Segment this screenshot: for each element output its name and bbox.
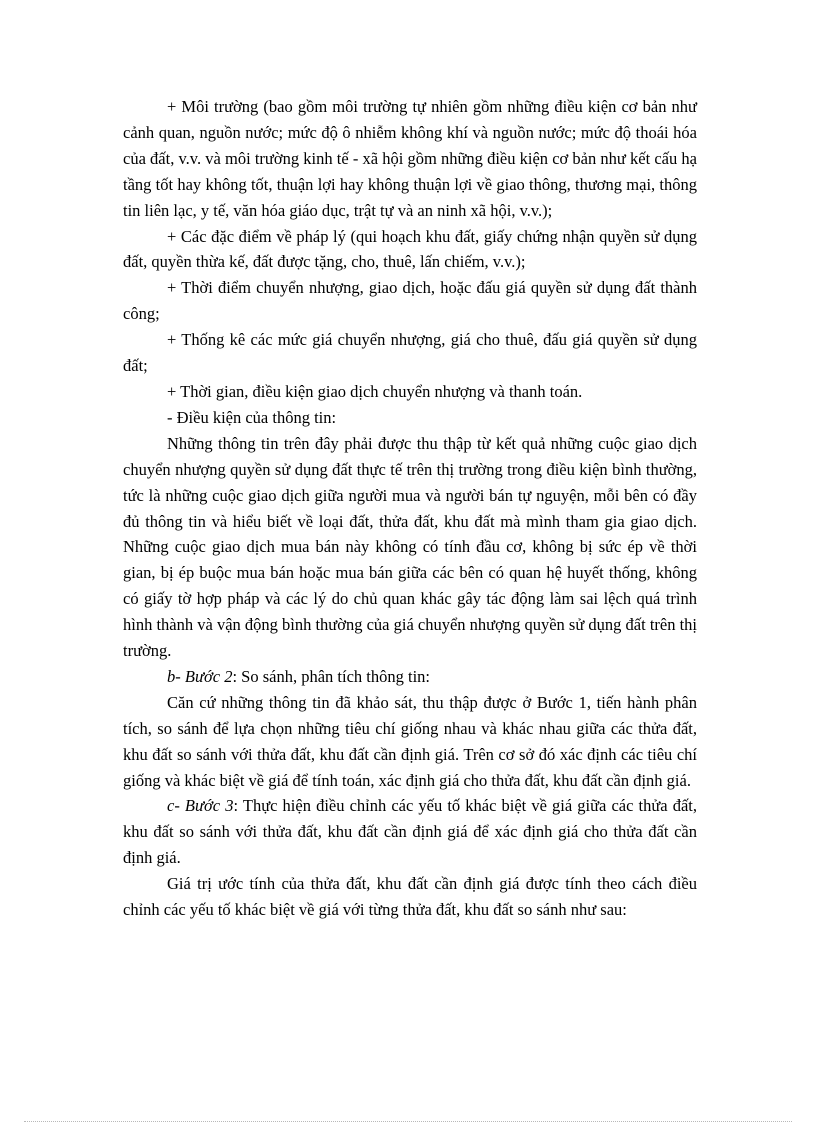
paragraph-information-conditions: Những thông tin trên đây phải được thu thập từ kết quả những cuộc giao dịch chuyển nhượng quyền sử dụng đất thực tế trên thị trường trong điều kiện bình thường, tức là những cuộc giao dịch giữa người mua và người bán tự nguyện, mỗi bên có đầy đủ thông tin và hiểu biết về loại đất, thửa đất, khu đất mà mình tham gia giao dịch. Những cuộc giao dịch mua bán này không có tính đầu cơ, không bị sức ép về thời gian, bị ép buộc mua bán hoặc mua bán giữa các bên có quan hệ huyết thống, không có giấy tờ hợp pháp và các lý do chủ quan khác gây tác động làm sai lệch quá trình hình thành và vận động bình thường của giá chuyển nhượng quyền sử dụng đất trên thị trường. <box>123 433 698 661</box>
paragraph-payment-conditions: + Thời gian, điều kiện giao dịch chuyển nhượng và thanh toán. <box>167 381 583 401</box>
step-3-text: : Thực hiện điều chỉnh các yếu tố khác biệt về giá giữa các thửa đất, khu đất so sánh với thửa đất, khu đất cần định giá để xác định giá cho thửa đất cần định giá. <box>123 796 698 868</box>
step-2-title: : So sánh, phân tích thông tin: <box>232 666 430 686</box>
paragraph-information-conditions-heading: - Điều kiện của thông tin: <box>167 407 337 427</box>
page-bottom-dotted-rule <box>24 1121 792 1122</box>
step-2-body: Căn cứ những thông tin đã khảo sát, thu thập được ở Bước 1, tiến hành phân tích, so sánh để lựa chọn những tiêu chí giống nhau và khác nhau giữa các thửa đất, khu đất so sánh với thửa đất, khu đất cần định giá. Trên cơ sở đó xác định các tiêu chí giống và khác biệt về giá để tính toán, xác định giá cho thửa đất, khu đất cần định giá. <box>123 692 697 790</box>
paragraph-legal-features: + Các đặc điểm về pháp lý (qui hoạch khu đất, giấy chứng nhận quyền sử dụng đất, quyền thừa kế, đất được tặng, cho, thuê, lấn chiếm, v.v.); <box>123 226 697 272</box>
paragraph-price-statistics: + Thống kê các mức giá chuyển nhượng, giá cho thuê, đấu giá quyền sử dụng đất; <box>123 330 697 376</box>
step-3-paragraph <box>123 793 697 871</box>
paragraph-environment: + Môi trường (bao gồm môi trường tự nhiên gồm những điều kiện cơ bản như cảnh quan, nguồn nước; mức độ ô nhiễm không khí và nguồn nước; mức độ thoái hóa của đất, v.v. và môi trường kinh tế - xã hội gồm những điều kiện cơ bản như kết cấu hạ tầng tốt hay không tốt, thuận lợi hay không thuận lợi về giao thông, thương mại, thông tin liên lạc, y tế, văn hóa giáo dục, trật tự và an ninh xã hội, v.v.); <box>123 97 697 220</box>
step-2-heading <box>123 664 697 690</box>
paragraph-transaction-time: + Thời điểm chuyển nhượng, giao dịch, hoặc đấu giá quyền sử dụng đất thành công; <box>123 278 697 324</box>
step-3-label: c- Bước 3 <box>167 796 234 816</box>
document-body <box>123 94 697 923</box>
paragraph-closing: Giá trị ước tính của thửa đất, khu đất cần định giá được tính theo cách điều chỉnh các yếu tố khác biệt về giá với từng thửa đất, khu đất so sánh như sau: <box>123 874 697 920</box>
step-2-label: b- Bước 2 <box>167 666 233 686</box>
